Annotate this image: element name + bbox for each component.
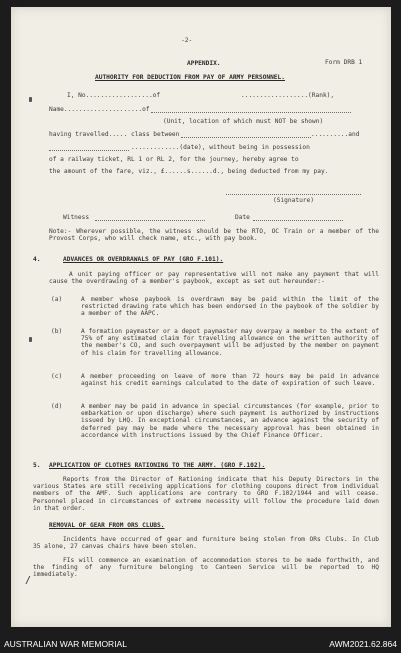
item-d-text: A member may be paid in advance in special circumstances (for example, prior to embarkation or upon discharge) where such payment is authorized by instructions issued by LHQ. In exceptional circumstances, an advance against the security of deferred pay may be made where the necessary approval has been obtained in accordance with instructions issued by the Chief Finance Officer.: [81, 403, 379, 439]
item-d-label: (d): [51, 403, 63, 410]
form-line-ticket: of a railway ticket, RL 1 or RL 2, for the journey, hereby agree to: [49, 156, 299, 163]
blank-line: [151, 112, 351, 113]
section-6-body-1: Incidents have occurred of gear and furniture being stolen from ORs Clubs. In Club 35 alone, 27 canvas chairs have been stolen.: [33, 536, 379, 551]
archive-footer: [0, 636, 401, 653]
item-a-label: (a): [51, 296, 63, 303]
section-6-body-2: FIs will commence an examination of accommodation stores to be made forthwith, and the finding of any furniture belonging to Canteen Service will be reported to HQ immediately.: [33, 557, 379, 579]
signature-label: (Signature): [273, 197, 314, 204]
document-page: [11, 7, 391, 627]
date-line: [253, 220, 343, 221]
form-number: Form DRB 1: [325, 59, 363, 66]
form-title: AUTHORITY FOR DEDUCTION FROM PAY OF ARMY PERSONNEL.: [95, 74, 285, 81]
blank-line: [181, 137, 311, 138]
section-5-heading: APPLICATION OF CLOTHES RATIONING TO THE ARMY. (GRO F.102).: [49, 462, 266, 469]
handwritten-mark: /: [25, 575, 32, 586]
item-a-text: A member whose paybook is overdrawn may be paid within the limit of the restricted drawing rate which has been endorsed in the paybook of the soldier by a member of the AAPC.: [81, 296, 380, 318]
form-line-and: ..........and: [311, 131, 360, 138]
item-c-text: A member proceeding on leave of more than 72 hours may be paid in advance against his credit earnings calculated to the date of expiration of such leave.: [81, 373, 379, 388]
section-4-number: 4.: [33, 256, 41, 263]
section-6-heading: REMOVAL OF GEAR FROM ORS CLUBS.: [49, 522, 165, 529]
punch-hole: [29, 97, 32, 102]
form-line-number: I, No..................of: [67, 92, 161, 99]
section-5-number: 5.: [33, 462, 41, 469]
form-line-unit: (Unit, location of which must NOT be shown): [163, 118, 324, 125]
form-line-travelled: having travelled..... class between: [49, 131, 180, 138]
signature-line: [226, 194, 361, 195]
date-label: Date: [235, 214, 250, 221]
footer-catalog-id: AWM2021.62.864: [329, 639, 397, 649]
item-b-label: (b): [51, 328, 63, 335]
page-number: -2-: [181, 37, 193, 44]
witness-note: Note:- Wherever possible, the witness should be the RTO, OC Train or a member of the Provost Corps, who will check name, etc., with pay book.: [49, 228, 379, 243]
witness-label: Witness: [63, 214, 90, 221]
form-line-date: .............(date), without being in possession: [131, 144, 310, 151]
section-4-heading: ADVANCES OR OVERDRAWALS OF PAY (GRO F.101).: [63, 256, 224, 263]
section-5-body: Reports from the Director of Rationing indicate that his Deputy Directors in the various States are still receiving applications for clothing coupons direct from individual members of the AMF. Such applications are contrary to GRO F.102/1944 and will cease. Personnel placed in circumstances of extreme necessity will follow the procedure laid down in that order.: [33, 476, 379, 512]
item-b-text: A formation paymaster or a depot paymaster may overpay a member to the extent of 75% of any estimated claim for travelling allowance on the written authority of the member's CO, and such overpayment will be adjusted by the member on payment of his claim for travelling allowance.: [81, 328, 380, 357]
appendix-title: APPENDIX.: [187, 60, 221, 67]
item-c-label: (c): [51, 373, 63, 380]
witness-line: [95, 220, 205, 221]
form-line-fare: the amount of the fare, viz., £......s......d., being deducted from my pay.: [49, 168, 329, 175]
section-4-intro: A unit paying officer or pay representative will not make any payment that will cause the overdrawing of a member's paybook, except as set out hereunder:-: [49, 271, 379, 286]
punch-hole: [29, 337, 32, 342]
form-line-name: Name.....................of: [49, 106, 150, 113]
footer-source: AUSTRALIAN WAR MEMORIAL: [4, 639, 127, 649]
blank-line: [49, 150, 129, 151]
form-line-rank: ..................(Rank),: [241, 92, 335, 99]
